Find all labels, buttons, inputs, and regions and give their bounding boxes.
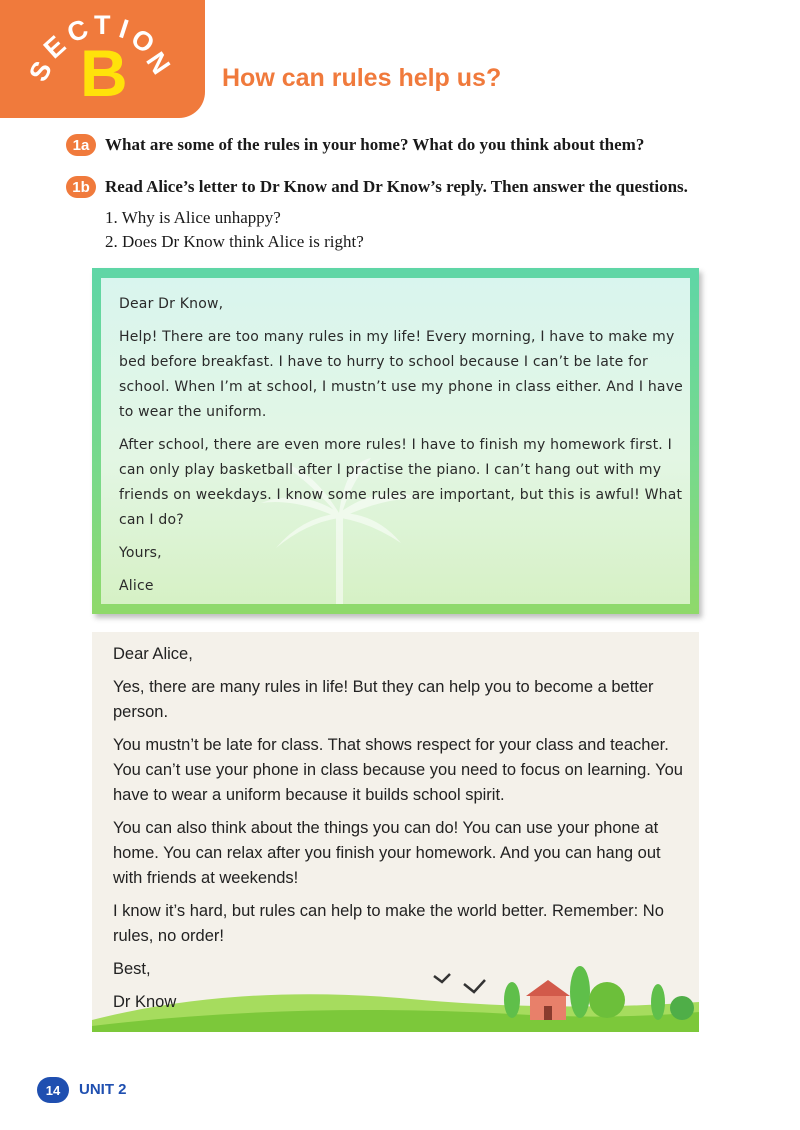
question-2: 2. Does Dr Know think Alice is right? xyxy=(105,232,364,251)
section-letter-e: E xyxy=(37,29,72,65)
section-letter-badge: B xyxy=(80,36,128,110)
section-letter-c: C xyxy=(62,13,93,49)
letter-greeting: Dear Dr Know, xyxy=(119,296,224,312)
letter-greeting: Dear Alice, xyxy=(113,645,193,663)
dr-know-letter-card xyxy=(92,632,699,1032)
letter-closing: Best, xyxy=(113,960,151,978)
letter-paragraph: Yes, there are many rules in life! But they can help you to become a better person. xyxy=(113,678,654,721)
alice-letter-text xyxy=(119,292,689,604)
question-1: 1. Why is Alice unhappy? xyxy=(105,208,281,227)
page-number: 14 xyxy=(37,1077,69,1103)
letter-closing: Yours, xyxy=(119,545,162,561)
letter-paragraph: You mustn’t be late for class. That shows respect for your class and teacher. You can’t use your phone in class because you need to focus on learning. You have to wear a uniform because it builds school spirit. xyxy=(113,736,683,804)
section-letter-o: O xyxy=(125,22,161,60)
activity-1a xyxy=(66,134,644,156)
letter-signature: Dr Know xyxy=(113,993,177,1011)
activity-instruction: Read Alice’s letter to Dr Know and Dr Know’s reply. Then answer the questions. xyxy=(105,177,688,196)
section-tab xyxy=(0,0,205,118)
section-letter-i: I xyxy=(115,13,133,45)
activity-instruction: What are some of the rules in your home? What do you think about them? xyxy=(105,135,645,154)
alice-letter-paper xyxy=(101,278,690,604)
letter-paragraph: You can also think about the things you can do! You can use your phone at home. You can relax after you finish your homework. And you can hang out with friends at weekends! xyxy=(113,819,661,887)
letter-paragraph: I know it’s hard, but rules can help to make the world better. Remember: No rules, no order! xyxy=(113,902,664,945)
letter-signature: Alice xyxy=(119,578,154,594)
letter-paragraph: After school, there are even more rules! I have to finish my homework first. I can only play basketball after I practise the piano. I can’t hang out with my friends on weekdays. I know some rules are important, but this is awful! What can I do? xyxy=(119,437,683,528)
section-letter-n: N xyxy=(140,46,177,80)
activity-1b xyxy=(66,176,688,198)
section-letter-s: S xyxy=(23,56,59,87)
unit-label: UNIT 2 xyxy=(79,1081,127,1098)
section-letter-t: T xyxy=(94,10,111,40)
dr-know-letter-text xyxy=(113,642,688,1023)
alice-letter-card xyxy=(92,268,699,614)
activity-badge: 1b xyxy=(66,176,96,198)
letter-paragraph: Help! There are too many rules in my life! Every morning, I have to make my bed before breakfast. I have to hurry to school because I can’t be late for school. When I’m at school, I mustn’t use my phone in class either. And I have to wear the uniform. xyxy=(119,329,683,420)
activity-badge: 1a xyxy=(66,134,96,156)
page-title: How can rules help us? xyxy=(222,64,502,92)
